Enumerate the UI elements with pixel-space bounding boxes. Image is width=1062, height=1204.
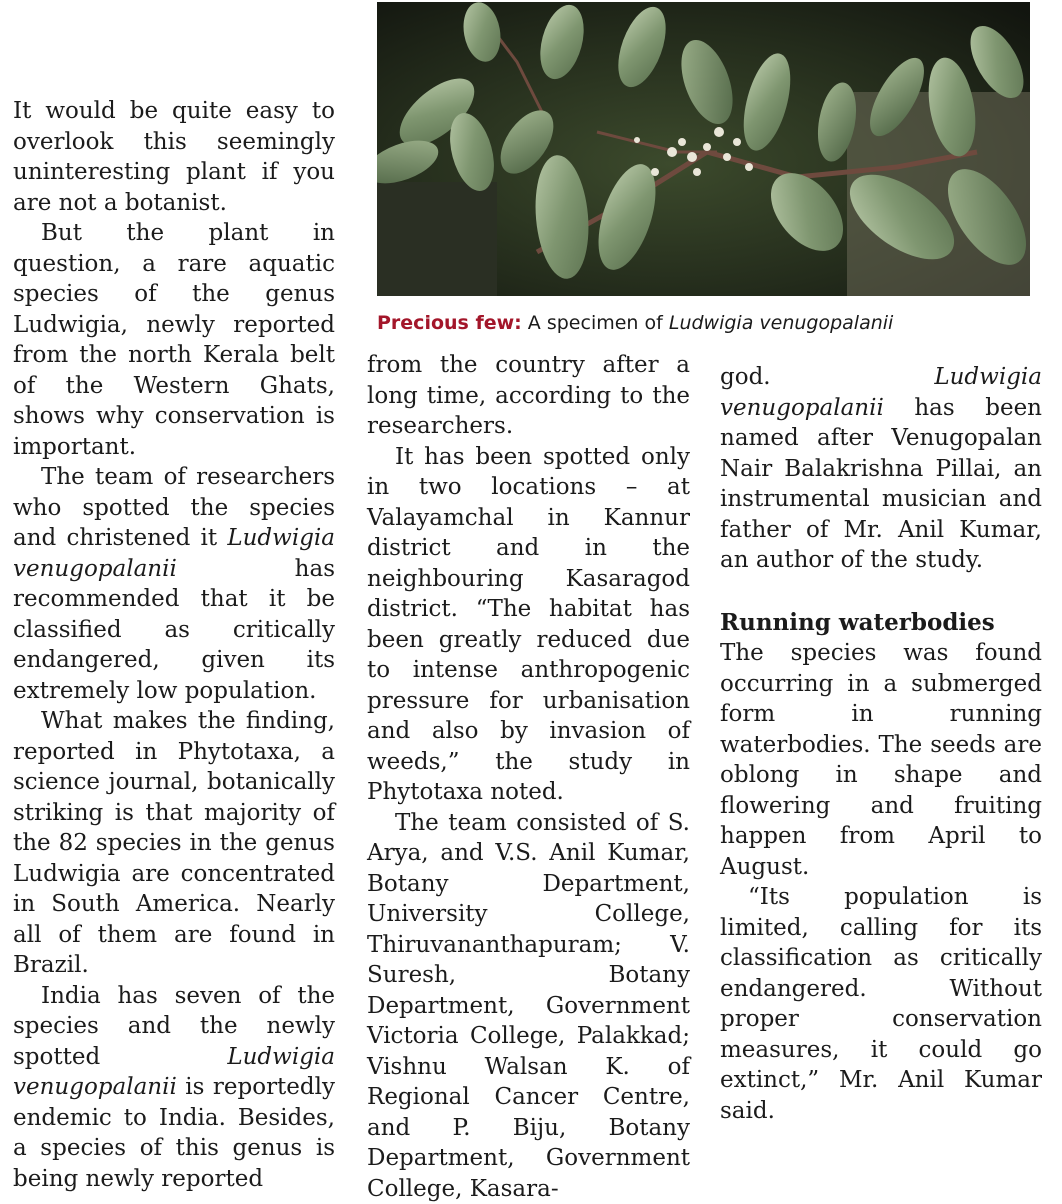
caption-kicker: Precious few: [377,312,522,334]
caption-species: Ludwigia venugopalanii [669,312,893,334]
species-name: Ludwigia venugopalanii [13,525,335,582]
paragraph-text: The team of researchers who spotted the species and christened it [13,464,335,551]
photo-caption [377,309,1037,337]
paragraph-text: India has seven of the species and the newly spotted [13,983,335,1070]
paragraph: It would be quite easy to overlook this seemingly uninteresting plant if you are not a botanist. [13,96,335,218]
caption-text: A specimen of [522,312,669,334]
paragraph: What makes the finding, reported in Phytotaxa, a science journal, botanically striking is that majority of the 82 species in the genus Ludwigia are concentrated in South America. Nearly all of them are found in Brazil. [13,706,335,981]
paragraph: But the plant in question, a rare aquatic species of the genus Ludwigia, newly reported from the north Kerala belt of the Western Ghats, shows why conservation is important. [13,218,335,462]
paragraph-text: has been named after Venugopalan Nair Balakrishna Pillai, an instrumental musician and father of Mr. Anil Kumar, an author of the study. [720,395,1042,574]
paragraph-text: god. [720,364,934,390]
article-column-2 [367,350,690,1204]
paragraph: The species was found occurring in a submerged form in running waterbodies. The seeds are oblong in shape and flowering and fruiting happen from April to August. [720,638,1042,882]
paragraph-text: is reportedly endemic to India. Besides, a species of this genus is being newly reported [13,1074,335,1192]
paragraph: “Its population is limited, calling for its classification as critically endangered. Without proper conservation measures, it could go extinct,” Mr. Anil Kumar said. [720,882,1042,1126]
paragraph [13,981,335,1195]
subheading: Running waterbodies [720,608,1042,639]
paragraph: from the country after a long time, according to the researchers. [367,350,690,442]
article-photo [377,2,1030,296]
paragraph: The team consisted of S. Arya, and V.S. Anil Kumar, Botany Department, University College, Thiruvananthapuram; V. Suresh, Botany Department, Government Victoria College, Palakkad; Vishnu Walsan K. of Regional Cancer Centre, and P. Biju, Botany Department, Government College, Kasara- [367,808,690,1204]
species-name: Ludwigia venugopalanii [720,364,1042,421]
paragraph [13,462,335,706]
species-name: Ludwigia venugopalanii [13,1044,335,1101]
paragraph [720,362,1042,576]
paragraph: It has been spotted only in two locations – at Valayamchal in Kannur district and in the neighbouring Kasaragod district. “The habitat has been greatly reduced due to intense anthropogenic pressure for urbanisation and also by invasion of weeds,” the study in Phytotaxa noted. [367,442,690,808]
article-column-3 [720,362,1042,1126]
paragraph-text: has recommended that it be classified as critically endangered, given its extremely low population. [13,556,335,704]
article-column-1 [13,96,335,1194]
ludwigia-plant-photo [377,2,1030,296]
